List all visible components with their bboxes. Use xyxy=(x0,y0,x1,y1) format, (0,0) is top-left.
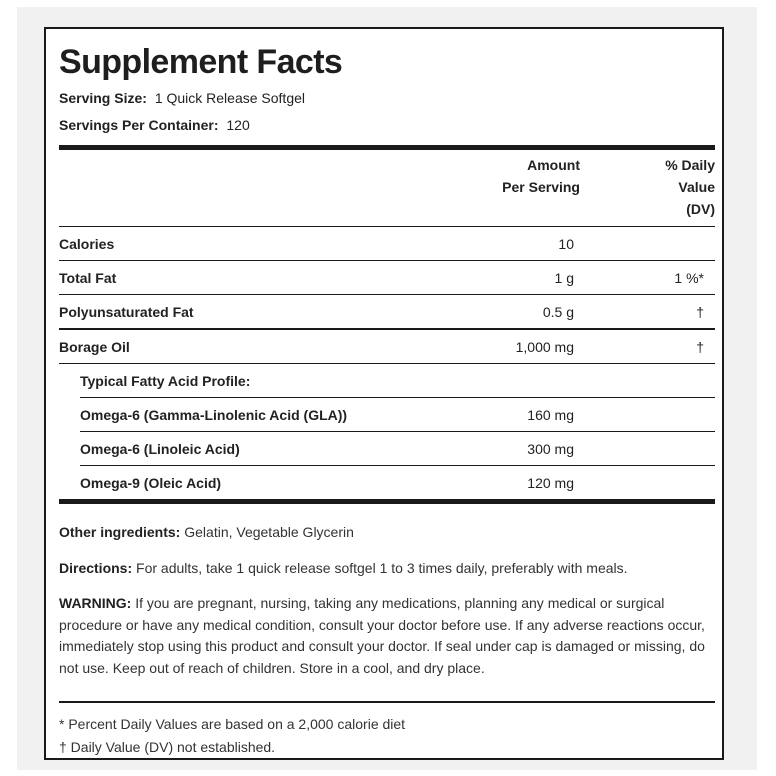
table-row xyxy=(80,432,715,466)
other-ingredients-label: Other ingredients: xyxy=(59,524,181,540)
header-amount-line2: Per Serving xyxy=(502,179,580,195)
table-header xyxy=(59,150,715,227)
header-amount-line1: Amount xyxy=(527,157,580,173)
table-row xyxy=(59,227,715,261)
nutrient-name: Calories xyxy=(59,235,115,252)
directions-label: Directions: xyxy=(59,559,133,576)
nutrient-dv: † xyxy=(696,338,704,355)
serving-size-value: 1 Quick Release Softgel xyxy=(154,90,306,106)
servings-per-container-value: 120 xyxy=(226,117,250,133)
servings-per-container-label: Servings Per Container: xyxy=(59,117,219,133)
nutrient-amount: 1,000 mg xyxy=(515,338,574,355)
panel-content xyxy=(59,41,715,759)
nutrient-name: Total Fat xyxy=(59,269,117,286)
table-row xyxy=(80,364,715,398)
table-row xyxy=(80,466,715,499)
nutrient-name: Omega-6 (Gamma-Linolenic Acid (GLA)) xyxy=(80,406,348,423)
nutrient-name: Polyunsaturated Fat xyxy=(59,303,194,320)
table-row xyxy=(80,398,715,432)
header-amount xyxy=(440,150,615,226)
header-dv-line2: Value xyxy=(678,179,715,195)
footnote-percent-dv: * Percent Daily Values are based on a 2,000 calorie diet xyxy=(59,716,406,732)
directions xyxy=(59,558,715,580)
panel-title: Supplement Facts xyxy=(59,43,343,81)
servings-per-container-line xyxy=(59,116,715,134)
nutrient-dv: † xyxy=(696,303,704,320)
serving-size-label: Serving Size: xyxy=(59,90,147,106)
header-dv-line1: % Daily xyxy=(665,157,715,173)
nutrient-amount: 1 g xyxy=(554,269,574,286)
header-daily-value xyxy=(615,150,715,226)
other-ingredients xyxy=(59,522,715,544)
directions-text: For adults, take 1 quick release softgel 1 to 3 times daily, preferably with meals. xyxy=(132,559,628,576)
nutrient-dv: 1 %* xyxy=(674,269,704,286)
nutrient-name: Omega-6 (Linoleic Acid) xyxy=(80,440,240,457)
header-dv-line3: (DV) xyxy=(686,201,715,217)
warning xyxy=(59,593,715,679)
profile-heading: Typical Fatty Acid Profile: xyxy=(80,372,251,389)
supplement-facts-panel xyxy=(44,27,724,760)
warning-text: If you are pregnant, nursing, taking any medications, planning any medical or surgical procedure or have any medical condition, consult your doctor before use. If any adverse reactions occur, immediately stop using this product and consult your doctor. If seal under cap is damaged or missing, do not use. Keep out of reach of children. Store in a cool, and dry place. xyxy=(59,595,705,676)
bottom-thick-rule xyxy=(59,499,715,504)
nutrient-amount: 0.5 g xyxy=(542,303,574,320)
serving-size-line xyxy=(59,89,715,107)
header-name-cell xyxy=(59,150,440,226)
nutrient-amount: 300 mg xyxy=(527,440,574,457)
nutrient-name: Borage Oil xyxy=(59,338,130,355)
footnote-divider xyxy=(59,701,715,703)
table-row xyxy=(59,330,715,364)
other-ingredients-text: Gelatin, Vegetable Glycerin xyxy=(180,524,354,540)
nutrient-amount: 120 mg xyxy=(527,474,574,491)
nutrient-name: Omega-9 (Oleic Acid) xyxy=(80,474,222,491)
nutrient-amount: 10 xyxy=(558,235,574,252)
warning-label: WARNING: xyxy=(59,595,132,611)
table-row xyxy=(59,261,715,295)
footnote-dv-not-established: † Daily Value (DV) not established. xyxy=(59,739,276,755)
nutrient-amount: 160 mg xyxy=(527,406,574,423)
table-row xyxy=(59,295,715,330)
